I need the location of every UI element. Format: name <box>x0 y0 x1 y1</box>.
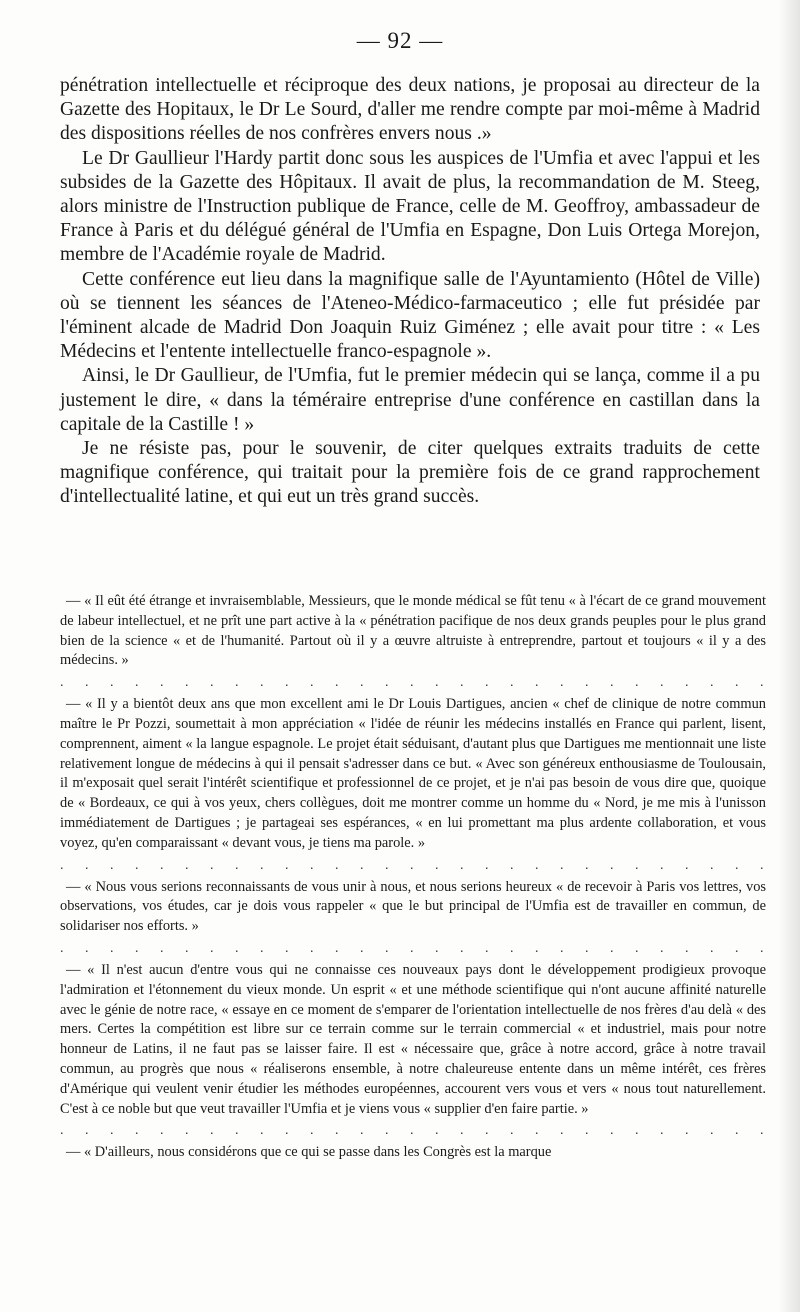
page-number: — 92 — <box>356 28 444 53</box>
paragraph-1: pénétration intellectuelle et réciproque des deux nations, je proposai au directeur de la Gazette des Hopitaux, le Dr Le Sourd, d'aller me rendre compte par moi-même à Madrid des dispositions réelles de nos confrères envers nous .» <box>60 75 760 145</box>
dotted-separator <box>60 937 766 961</box>
paragraph-3: Cette conférence eut lieu dans la magnifique salle de l'Ayuntamiento (Hôtel de Ville) où se tiennent les séances de l'Ateneo-Médico-farmaceutico ; elle fut présidée par l'éminent alcade de Madrid Don Joaquin Ruiz Giménez ; elle avait pour titre : « Les Médecins et l'entente intellectuelle franco-espagnole ». <box>60 268 760 363</box>
conference-excerpts <box>60 592 766 1163</box>
excerpt-4: — « Il n'est aucun d'entre vous qui ne connaisse ces nouveaux pays dont le développement prodigieux provoque l'admiration et l'étonnement du vieux monde. Un esprit « et une méthode scientifique qui n'ont aucune affinité naturelle avec le génie de notre race, « essaye en ce moment de s'emparer de l'orientation intellectuelle de nos frères d'au delà « des mers. Certes la compétition est libre sur ce terrain comme sur le terrain commercial « et industriel, mais pour notre honneur de Latins, il ne faut pas se laisser faire. Il est « nécessaire que, grâce à notre accord, grâce à notre travail commun, au progrès que nous « réaliserons ensemble, à notre chaleureuse entente dans un même intérêt, ces frères d'Amérique qui veulent venir étudier les méthodes européennes, accourent vers vous et vers « nous tout naturellement. C'est à ce noble but que veut travailler l'Umfia et je viens vous « supplier d'en faire partie. » <box>60 961 766 1117</box>
paragraph-2: Le Dr Gaullieur l'Hardy partit donc sous les auspices de l'Umfia et avec l'appui et les subsides de la Gazette des Hôpitaux. Il avait de plus, la recommandation de M. Steeg, alors ministre de l'Instruction publique de France, celle de M. Geoffroy, ambassadeur de France à Paris et du délégué général de l'Umfia en Espagne, Don Luis Ortega Morejon, membre de l'Académie royale de Madrid. <box>60 147 760 266</box>
dotted-separator <box>60 671 766 695</box>
excerpt-3: — « Nous vous serions reconnaissants de vous unir à nous, et nous serions heureux « de recevoir à Paris vos lettres, vos observations, vos études, car je dois vous rappeler « que le but principal de l'Umfia est de travailler en commun, de solidariser nos efforts. » <box>60 878 766 935</box>
paragraph-5: Je ne résiste pas, pour le souvenir, de citer quelques extraits traduits de cette magnifique conférence, qui traitait pour la première fois de ce grand rapprochement d'intellectualité latine, et qui eut un très grand succès. <box>60 438 760 508</box>
main-text <box>60 74 760 510</box>
dotted-separator <box>60 1119 766 1143</box>
dotted-separator <box>60 854 766 878</box>
page-edge-shadow <box>778 0 800 1312</box>
excerpt-1: — « Il eût été étrange et invraisemblable, Messieurs, que le monde médical se fût tenu « à l'écart de ce grand mouvement de labeur intellectuel, et ne prît une part active à la « pénétration pacifique de nos deux grands peuples pour le plus grand bien de la science « et de l'humanité. Partout où il y a œuvre altruiste à entreprendre, partout et toujours « il y a des médecins. » <box>60 593 766 669</box>
excerpt-2: — « Il y a bientôt deux ans que mon excellent ami le Dr Louis Dartigues, ancien « chef de clinique de notre commun maître le Pr Pozzi, soumettait à mon appréciation « l'idée de réunir les médecins installés en France qui parlent, lisent, comprennent, aiment « la langue espagnole. Le projet était séduisant, d'autant plus que Dartigues me mentionnait une liste relativement longue de médecins à qui il pensait s'adresser dans ce but. « Avec son généreux enthousiasme de Toulousain, il m'exposait quel serait l'intérêt scientifique et professionnel de ce projet, et je n'ai pas besoin de vous dire que, quoique de « Bordeaux, ce qui à vos yeux, chers collègues, doit me montrer comme un homme du « Nord, je me mis à l'unisson immédiatement de Dartigues ; je partageai ses espérances, « en lui promettant ma plus ardente collaboration, et vous voyez, qu'en comparaissant « devant vous, je tiens ma parole. » <box>60 696 766 851</box>
paragraph-4: Ainsi, le Dr Gaullieur, de l'Umfia, fut le premier médecin qui se lança, comme il a pu justement le dire, « dans la téméraire entreprise d'une conférence en castillan dans la capitale de la Castille ! » <box>60 365 760 435</box>
excerpt-5: — « D'ailleurs, nous considérons que ce qui se passe dans les Congrès est la marque <box>66 1144 552 1161</box>
